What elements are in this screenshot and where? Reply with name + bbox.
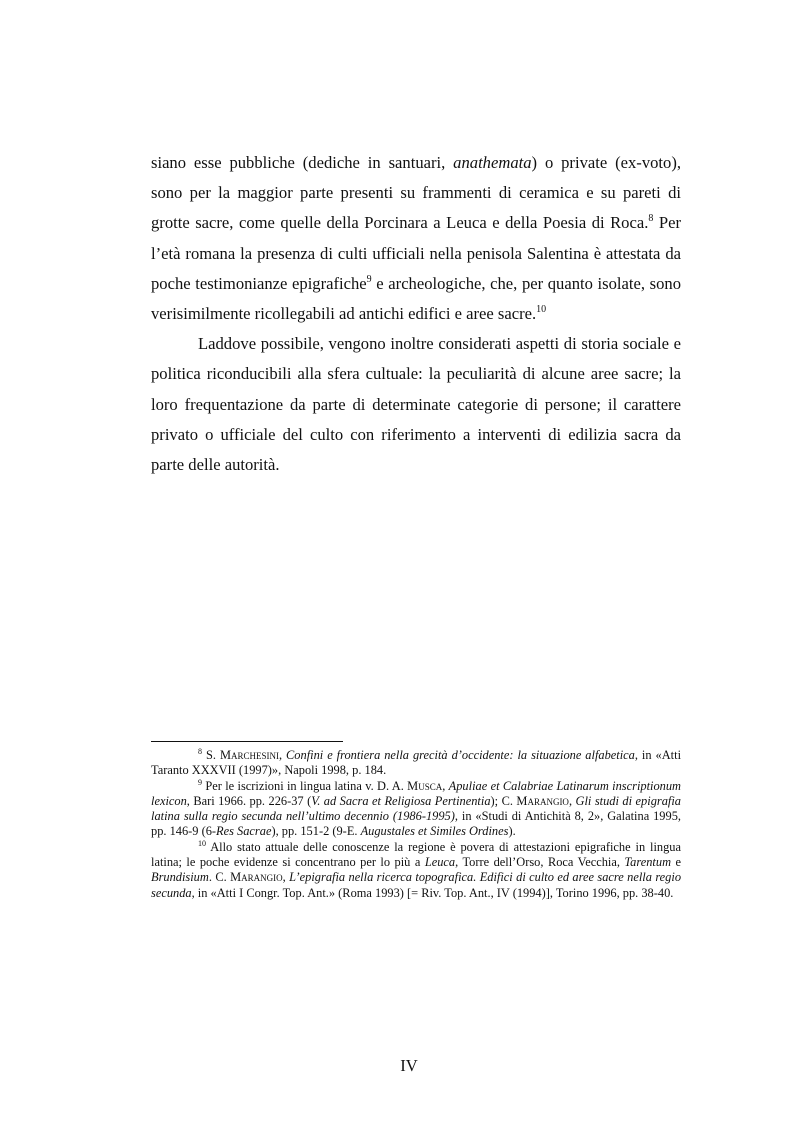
footnote-ref-8[interactable]: 8 xyxy=(648,213,654,225)
footnote-10-text: , in «Atti I Congr. Top. Ant.» (Roma 1993) [= Riv. Top. Ant., IV (1994)], Torino 1996, pp. 38-40. xyxy=(191,885,674,900)
footnote-8 xyxy=(151,748,681,779)
footnote-9-text: , xyxy=(568,793,576,808)
footnote-8-text: S. xyxy=(202,748,220,762)
footnote-10-author: Marangio xyxy=(230,870,283,885)
paragraph-1 xyxy=(151,148,681,329)
footnote-9-author: Marangio xyxy=(516,793,569,808)
paragraph-1-italic-term: anathemata xyxy=(453,153,532,172)
footnote-9 xyxy=(151,779,681,840)
footnote-10-text: e xyxy=(671,855,681,870)
footnote-9-text: ). xyxy=(508,824,516,839)
main-text xyxy=(151,148,681,480)
footnote-9-text: , Bari 1966. pp. 226-37 ( xyxy=(186,793,312,808)
footnote-10-text: . C. xyxy=(208,870,231,885)
paragraph-1-text-d: e archeologiche, che, per quanto isolate, sono verisimilmente ricollegabili ad antichi edifici e aree sacre. xyxy=(151,273,681,324)
footnote-9-title: V. ad Sacra et Religiosa Pertinentia xyxy=(311,793,491,808)
footnote-10-place: Tarentum xyxy=(624,855,672,870)
footnote-9-author: Musca xyxy=(407,778,443,793)
footnote-9-text: ), pp. 151-2 (9-E. xyxy=(271,824,361,839)
footnote-ref-9[interactable]: 9 xyxy=(366,273,372,285)
footnote-9-text: , in «Studi di Antichità 8, 2», Galatina 1995, pp. 146-9 (6- xyxy=(151,809,681,839)
footnote-9-text: ); C. xyxy=(490,793,517,808)
footnote-8-number: 8 xyxy=(198,747,202,756)
footnote-10-number: 10 xyxy=(198,838,206,848)
footnote-8-author: Marchesini xyxy=(219,748,279,762)
paragraph-1-text-c: Per l’età romana la presenza di culti ufficiali nella penisola Salentina è attestata da poche testimonianze epigrafiche xyxy=(151,213,681,293)
footnote-separator xyxy=(151,741,343,742)
footnote-10-place: Leuca xyxy=(424,855,456,870)
footnote-8-text: , xyxy=(278,748,287,762)
footnotes xyxy=(151,748,681,901)
footnote-10-text: , Torre dell’Orso, Roca Vecchia, xyxy=(455,855,625,870)
page-number: IV xyxy=(400,1056,418,1075)
footnote-9-title: Gli studi di epigrafia latina sulla regio secunda nell’ultimo decennio (1986-1995) xyxy=(151,793,681,824)
paragraph-1-text-a: siano esse pubbliche (dediche in santuari, xyxy=(151,153,454,172)
footnote-9-title: Res Sacrae xyxy=(216,824,272,839)
footnote-10-title: L’epigrafia nella ricerca topografica. Edifici di culto ed aree sacre nella regio secunda xyxy=(151,870,682,900)
footnote-9-title: Augustales et Similes Ordines xyxy=(360,824,509,839)
footnote-10-text: , xyxy=(282,870,290,885)
footnote-ref-10[interactable]: 10 xyxy=(536,304,547,316)
paragraph-1-text-b: ) o private (ex-voto), sono per la maggior parte presenti su frammenti di ceramica e su pareti di grotte sacre, come quelle della Porcinara a Leuca e della Poesia di Roca. xyxy=(151,153,681,233)
footnote-10-text: Allo stato attuale delle conoscenze la regione è povera di attestazioni epigrafiche in lingua latina; le poche evidenze si concentrano per lo più a xyxy=(151,839,681,870)
footnote-8-title: Confini e frontiera nella grecità d’occidente: la situazione alfabetica xyxy=(286,748,635,762)
paragraph-2: Laddove possibile, vengono inoltre considerati aspetti di storia sociale e politica riconducibili alla sfera cultuale: la peculiarità di alcune aree sacre; la loro frequentazione da parte di determinate categorie di persone; il carattere privato o ufficiale del culto con riferimento a interventi di edilizia sacra da parte delle autorità. xyxy=(151,334,681,475)
footnote-10 xyxy=(151,840,681,901)
footnote-9-text: Per le iscrizioni in lingua latina v. D. A. xyxy=(202,778,408,793)
footnote-9-text: , xyxy=(442,778,449,793)
footnote-8-text: , in «Atti Taranto XXXVII (1997)», Napoli 1998, p. 184. xyxy=(151,748,682,778)
footnote-9-title: Apuliae et Calabriae Latinarum inscriptionum lexicon xyxy=(151,778,681,808)
footnote-9-number: 9 xyxy=(198,777,202,787)
footnote-10-place: Brundisium xyxy=(151,870,209,885)
